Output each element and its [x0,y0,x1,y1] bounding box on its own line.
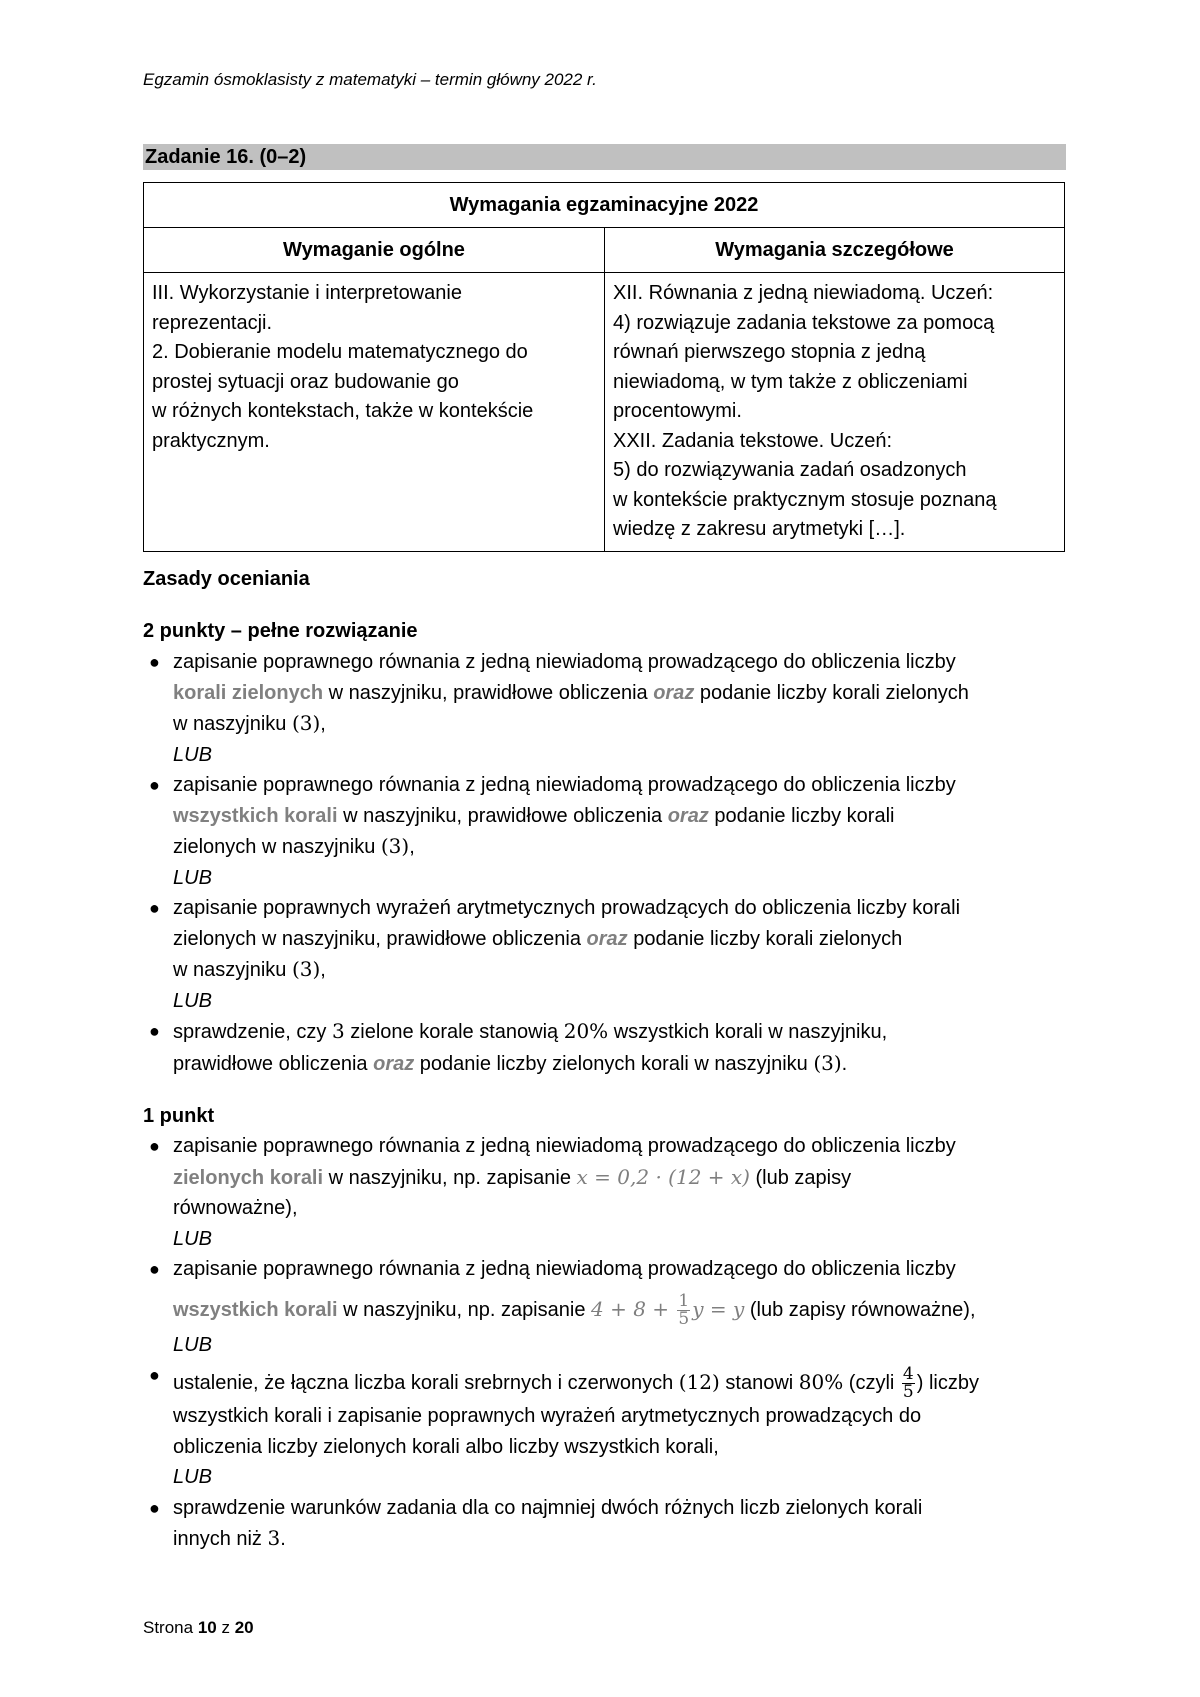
lub-label: LUB [173,866,212,889]
detailed-line: w kontekście praktycznym stosuje poznaną [613,488,997,511]
equation-math: y = y [692,1296,745,1321]
list-item [143,1360,1083,1493]
bullet-icon: ● [149,1136,160,1156]
detailed-line: XII. Równania z jedną niewiadomą. Uczeń: [613,282,994,304]
general-line: III. Wykorzystanie i interpretowanie [152,282,462,304]
item-text: w naszyjniku, prawidłowe obliczenia [323,681,654,704]
scoring-title: Zasady oceniania [143,568,310,590]
item-text: podanie liczby korali [708,804,895,827]
detailed-line: XXII. Zadania tekstowe. Uczeń: [613,429,893,452]
item-text: innych niż [173,1528,268,1550]
task-title: Zadanie 16. (0–2) [143,144,1066,170]
fraction-denominator: 5 [678,1308,690,1329]
oraz-emphasis: oraz [653,681,695,704]
page-total: 20 [234,1618,254,1637]
item-text: (lub zapisy [749,1166,852,1189]
detailed-line: procentowymi. [613,400,742,422]
list-item [143,1016,1083,1079]
item-text: ) liczby [916,1371,979,1394]
item-text: zapisanie poprawnego równania z jedną niewiadomą prowadzącego do obliczenia liczby [173,651,956,673]
value-math: 3 [331,1019,345,1043]
fraction-numerator: 4 [902,1364,914,1384]
oraz-emphasis: oraz [586,927,628,950]
item-text: (lub zapisy równoważne), [744,1298,976,1321]
one-point-list [143,1131,1083,1555]
punctuation: . [280,1528,286,1550]
requirements-table [143,182,1065,552]
item-text: (czyli [843,1371,900,1394]
item-text: prawidłowe obliczenia [173,1052,374,1075]
item-text: ustalenie, że łączna liczba korali srebrnych i czerwonych [173,1371,679,1394]
general-line: w różnych kontekstach, także w kontekście [152,400,534,422]
highlight-green-corals: zielonych korali [173,1166,324,1189]
item-text: podanie liczby zielonych korali w naszyjniku [414,1052,814,1075]
oraz-emphasis: oraz [667,804,709,827]
item-text: zapisanie poprawnego równania z jedną niewiadomą prowadzącego do obliczenia liczby [173,1258,956,1280]
detailed-line: niewiadomą, w tym także z obliczeniami [613,370,968,393]
item-text: w naszyjniku [173,713,292,735]
general-line: 2. Dobieranie modelu matematycznego do [152,341,528,363]
item-text: podanie liczby korali zielonych [627,927,903,950]
lub-label: LUB [173,1333,212,1356]
item-text: wszystkich korali i zapisanie poprawnych wyrażeń arytmetycznych prowadzących do [173,1405,922,1427]
item-text: podanie liczby korali zielonych [694,681,969,704]
general-line: prostej sytuacji oraz budowanie go [152,370,459,393]
item-text: w naszyjniku [173,959,292,981]
item-text: sprawdzenie, czy [173,1021,332,1043]
value-math: (3) [291,957,321,981]
highlight-all-corals: wszystkich korali [173,804,338,827]
item-text: w naszyjniku, prawidłowe obliczenia [337,804,668,827]
item-text: zapisanie poprawnego równania z jedną niewiadomą prowadzącego do obliczenia liczby [173,774,956,796]
list-item [143,1131,1083,1254]
fraction-four-fifths [902,1366,915,1401]
list-item [143,1493,1083,1555]
item-text: wszystkich korali w naszyjniku, [608,1021,888,1043]
percent-math: 80% [798,1369,844,1394]
fraction-denominator: 5 [902,1382,914,1402]
item-text: stanowi [719,1371,799,1394]
lub-label: LUB [173,743,212,766]
list-item [143,893,1083,1016]
fraction-one-fifth [677,1290,690,1329]
detailed-line: wiedzę z zakresu arytmetyki […]. [613,518,906,540]
footer-text: Strona [143,1618,198,1637]
value-math: 3 [267,1526,281,1550]
value-math: (3) [813,1050,842,1075]
equation-math: 4 + 8 + [591,1296,676,1321]
bullet-icon: ● [149,1365,160,1385]
column-header-detailed: Wymagania szczegółowe [605,228,1065,273]
highlight-all-corals: wszystkich korali [173,1298,338,1321]
item-text: zapisanie poprawnych wyrażeń arytmetycznych prowadzących do obliczenia liczby korali [173,897,961,919]
highlight-green-corals: korali zielonych [173,681,324,704]
table-title: Wymagania egzaminacyjne 2022 [144,183,1065,228]
page-number: 10 [197,1618,217,1637]
bullet-icon: ● [149,1259,160,1279]
detailed-line: 4) rozwiązuje zadania tekstowe za pomocą [613,311,995,334]
item-text: zielonych w naszyjniku, prawidłowe obliczenia [173,927,587,950]
page-header: Egzamin ósmoklasisty z matematyki – termin główny 2022 r. [143,70,597,89]
detailed-line: równań pierwszego stopnia z jedną [613,341,926,363]
general-line: praktycznym. [152,429,270,452]
punctuation: , [320,959,326,981]
item-text: sprawdzenie warunków zadania dla co najmniej dwóch różnych liczb zielonych korali [173,1496,923,1519]
list-item [143,647,1083,770]
punctuation: , [409,836,415,858]
footer-text: z [216,1618,235,1637]
general-line: reprezentacji. [152,311,273,334]
lub-label: LUB [173,989,212,1012]
item-text: w naszyjniku, np. zapisanie [323,1166,577,1189]
item-text: zapisanie poprawnego równania z jedną niewiadomą prowadzącego do obliczenia liczby [173,1135,956,1157]
percent-math: 20% [563,1019,609,1043]
list-item [143,1254,1083,1360]
punctuation: , [320,713,326,735]
bullet-icon: ● [149,1497,160,1518]
bullet-icon: ● [149,1021,160,1041]
equation-math: x = 0,2 · (12 + x) [576,1164,750,1189]
bullet-icon: ● [149,775,160,795]
value-math: (3) [291,711,321,735]
list-item [143,770,1083,893]
bullet-icon: ● [149,898,160,918]
one-point-title: 1 punkt [143,1105,215,1127]
punctuation: . [841,1052,848,1075]
detailed-line: 5) do rozwiązywania zadań osadzonych [613,459,967,481]
item-text: w naszyjniku, np. zapisanie [337,1298,591,1321]
column-header-general: Wymaganie ogólne [144,228,605,273]
bullet-icon: ● [149,652,160,672]
detailed-requirement-cell [605,273,1065,552]
fraction-numerator: 1 [678,1290,690,1311]
lub-label: LUB [173,1227,212,1250]
item-text: zielone korale stanowią [344,1021,564,1043]
oraz-emphasis: oraz [373,1052,415,1075]
general-requirement-cell [144,273,605,552]
value-math: (3) [380,834,410,858]
page-footer [143,1618,254,1638]
two-points-title: 2 punkty – pełne rozwiązanie [143,620,418,642]
item-text: zielonych w naszyjniku [173,836,381,858]
item-text: obliczenia liczby zielonych korali albo liczby wszystkich korali, [173,1435,719,1458]
lub-label: LUB [173,1466,212,1488]
two-points-list [143,647,1083,1079]
value-math: (12) [678,1369,720,1394]
item-text: równoważne), [173,1197,298,1219]
